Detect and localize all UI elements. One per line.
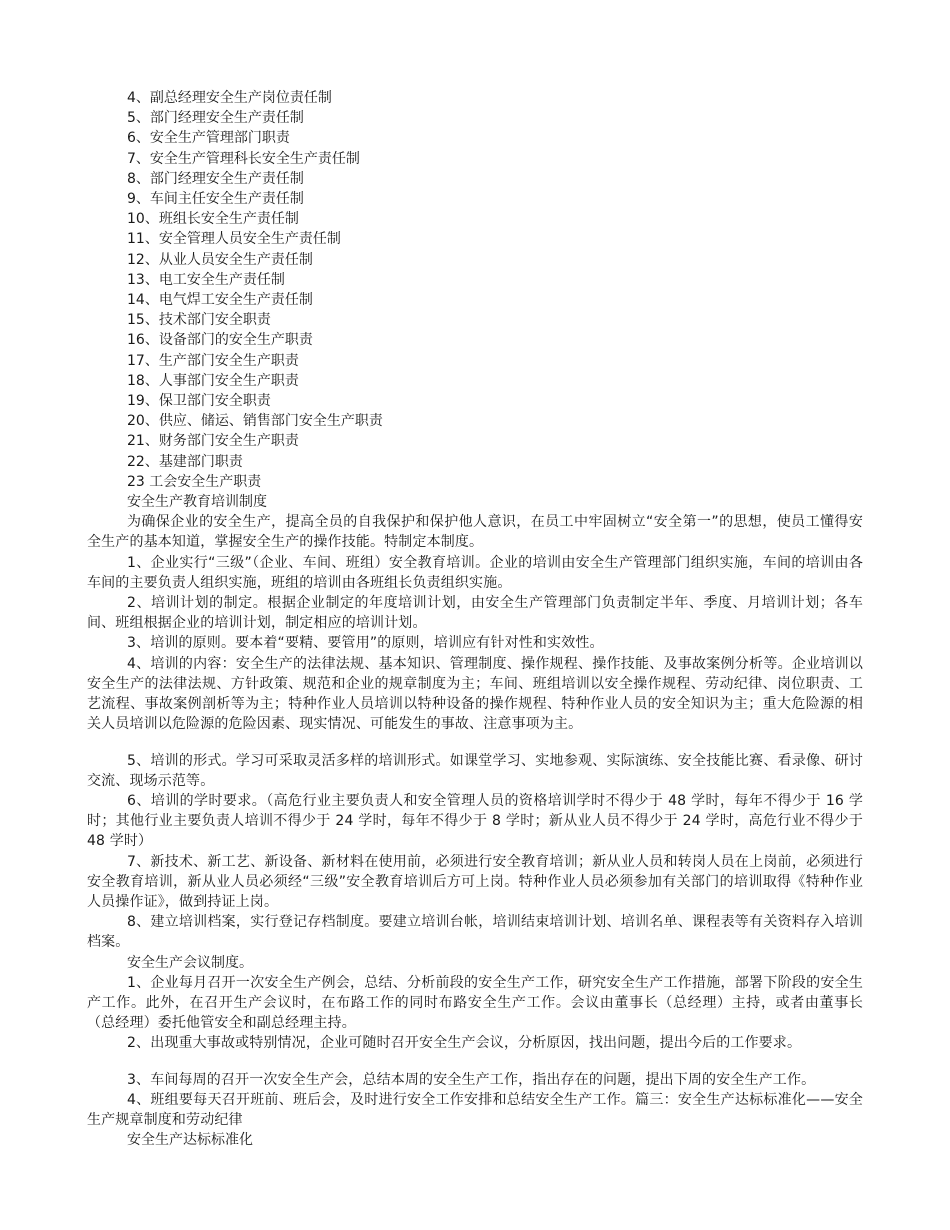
training-item: 5、培训的形式。学习可采取灵活多样的培训形式。如课堂学习、实地参观、实际演练、安全技能比赛、看录像、研讨交流、现场示范等。 (87, 752, 863, 789)
paragraph-spacer (87, 735, 863, 751)
training-item: 4、培训的内容：安全生产的法律法规、基本知识、管理制度、操作规程、操作技能、及事故案例分析等。企业培训以安全生产的法律法规、方针政策、规范和企业的规章制度为主；车间、班组培训以安全操作规程、劳动纪律、岗位职责、工艺流程、事故案例剖析等为主；特种作业人员培训以特种设备的操作规程、特种作业人员的安全知识为主；重大危险源的相关人员培训以危险源的危险因素、现实情况、可能发生的事故、注意事项为主。 (87, 655, 863, 733)
standardization-heading: 安全生产达标标准化 (127, 1132, 253, 1149)
training-intro: 为确保企业的安全生产，提高全员的自我保护和保护他人意识，在员工中牢固树立“安全第一”的思想，使员工懂得安全生产的基本知道，掌握安全生产的操作技能。特制定本制度。 (87, 514, 863, 551)
document-page (87, 88, 863, 1150)
training-item: 1、企业实行“三级”（企业、车间、班组）安全教育培训。企业的培训由安全生产管理部门组织实施，车间的培训由各车间的主要负责人组织实施，班组的培训由各班组长负责组织实施。 (87, 554, 863, 591)
training-item: 8、建立培训档案，实行登记存档制度。要建立培训台帐，培训结束培训计划、培训名单、课程表等有关资料存入培训档案。 (87, 914, 863, 951)
list-item: 18、人事部门安全生产职责 (127, 372, 299, 389)
training-item: 6、培训的学时要求。（高危行业主要负责人和安全管理人员的资格培训学时不得少于 48 学时，每年不得少于 16 学时；其他行业主要负责人培训不得少于 24 学时，每年不得少于 8 学时；新从业人员不得少于 24 学时，高危行业不得少于 48 学时） (87, 792, 863, 850)
list-item: 21、财务部门安全生产职责 (127, 433, 299, 450)
list-item: 15、技术部门安全职责 (127, 312, 271, 329)
list-item: 4、副总经理安全生产岗位责任制 (127, 90, 332, 106)
paragraph-spacer (87, 1054, 863, 1070)
list-item: 5、部门经理安全生产责任制 (127, 110, 304, 127)
list-item: 17、生产部门安全生产职责 (127, 352, 299, 369)
meeting-item: 3、车间每周的召开一次安全生产会，总结本周的安全生产工作，指出存在的问题，提出下周的安全生产工作。 (127, 1071, 816, 1088)
training-item: 7、新技术、新工艺、新设备、新材料在使用前，必须进行安全教育培训；新从业人员和转岗人员在上岗前，必须进行安全教育培训，新从业人员必须经“三级”安全教育培训后方可上岗。特种作业人员必须参加有关部门的培训取得《特种作业人员操作证》，做到持证上岗。 (87, 853, 863, 910)
list-item: 10、班组长安全生产责任制 (127, 211, 299, 228)
list-item: 22、基建部门职责 (127, 453, 243, 470)
list-item: 14、电气焊工安全生产责任制 (127, 292, 313, 309)
training-item: 3、培训的原则。要本着“要精、要管用”的原则，培训应有针对性和实效性。 (127, 635, 604, 652)
list-item: 7、安全生产管理科长安全生产责任制 (127, 150, 360, 167)
list-item: 16、设备部门的安全生产职责 (127, 332, 313, 349)
list-item: 23 工会安全生产职责 (127, 473, 262, 490)
list-item: 12、从业人员安全生产责任制 (127, 251, 313, 268)
responsibility-list (87, 88, 863, 492)
training-section (87, 492, 863, 952)
standardization-section (87, 1130, 863, 1150)
list-item: 13、电工安全生产责任制 (127, 271, 285, 288)
meeting-heading: 安全生产会议制度。 (127, 954, 253, 971)
list-item: 8、部门经理安全生产责任制 (127, 170, 304, 187)
training-item: 2、培训计划的制定。根据企业制定的年度培训计划，由安全生产管理部门负责制定半年、季度、月培训计划；各车间、班组根据企业的培训计划，制定相应的培训计划。 (87, 595, 863, 632)
meeting-item: 1、企业每月召开一次安全生产例会，总结、分析前段的安全生产工作，研究安全生产工作措施，部署下阶段的安全生产工作。此外，在召开生产会议时，在布路工作的同时布路安全生产工作。会议由董事长（总经理）主持，或者由董事长（总经理）委托他管安全和副总经理主持。 (87, 974, 863, 1032)
meeting-section (87, 953, 863, 1131)
list-item: 6、安全生产管理部门职责 (127, 130, 290, 147)
training-heading: 安全生产教育培训制度 (127, 494, 267, 511)
meeting-item: 2、出现重大事故或特别情况，企业可随时召开安全生产会议，分析原因，找出问题，提出今后的工作要求。 (127, 1035, 802, 1052)
list-item: 20、供应、储运、销售部门安全生产职责 (127, 413, 383, 430)
meeting-item: 4、班组要每天召开班前、班后会，及时进行安全工作安排和总结安全生产工作。篇三：安全生产达标标准化——安全生产规章制度和劳动纪律 (87, 1091, 863, 1128)
list-item: 19、保卫部门安全职责 (127, 393, 271, 410)
list-item: 9、车间主任安全生产责任制 (127, 191, 304, 208)
list-item: 11、安全管理人员安全生产责任制 (127, 231, 341, 248)
